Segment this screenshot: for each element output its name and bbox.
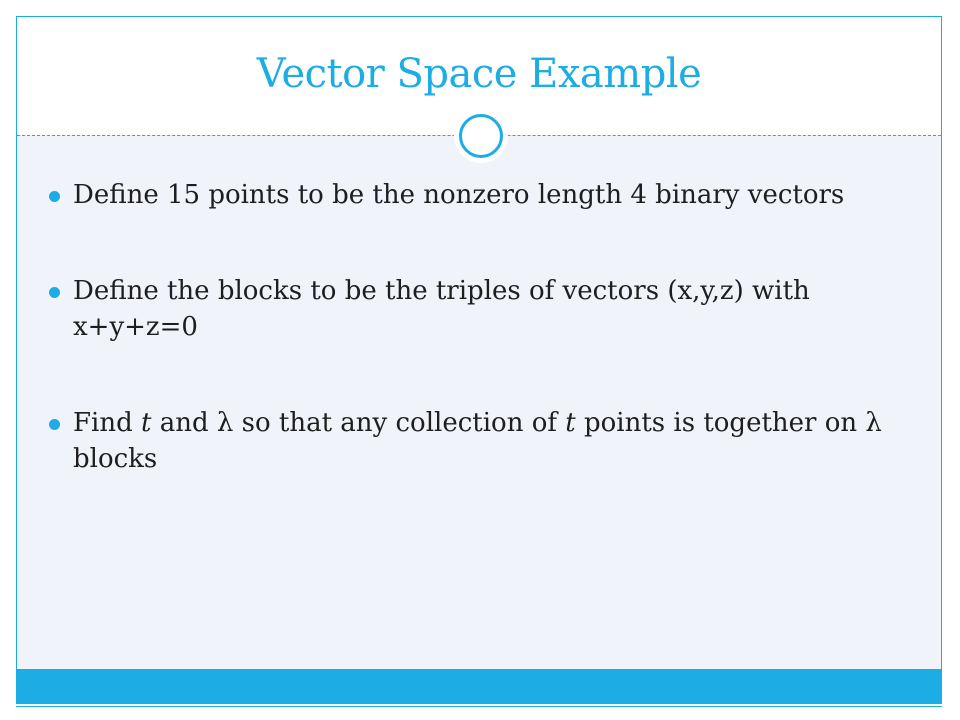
ring-icon [459,114,503,158]
bullet-text: Define 15 points to be the nonzero length 4 binary vectors [73,180,845,210]
bullet-item [49,177,909,213]
bullet-text-segment: and λ so that any collection of [151,408,566,438]
bullet-dot-icon [49,419,60,430]
ring-ornament [454,109,508,163]
bullet-dot-icon [49,287,60,298]
slide [16,16,942,704]
bullet-item [49,273,909,345]
variable-t: t [565,408,576,438]
bullet-item [49,405,909,477]
bullet-text: Define the blocks to be the triples of vectors (x,y,z) with x+y+z=0 [73,276,810,342]
footer-bar [17,669,941,703]
bullet-text-segment: Find [73,408,142,438]
slide-title: Vector Space Example [256,51,702,97]
bullet-dot-icon [49,191,60,202]
bottom-rule [16,706,942,707]
variable-t: t [141,408,152,438]
bullet-text [73,408,882,474]
bullet-list [49,177,909,537]
bullet-text-segment: points is together on λ blocks [73,408,882,474]
